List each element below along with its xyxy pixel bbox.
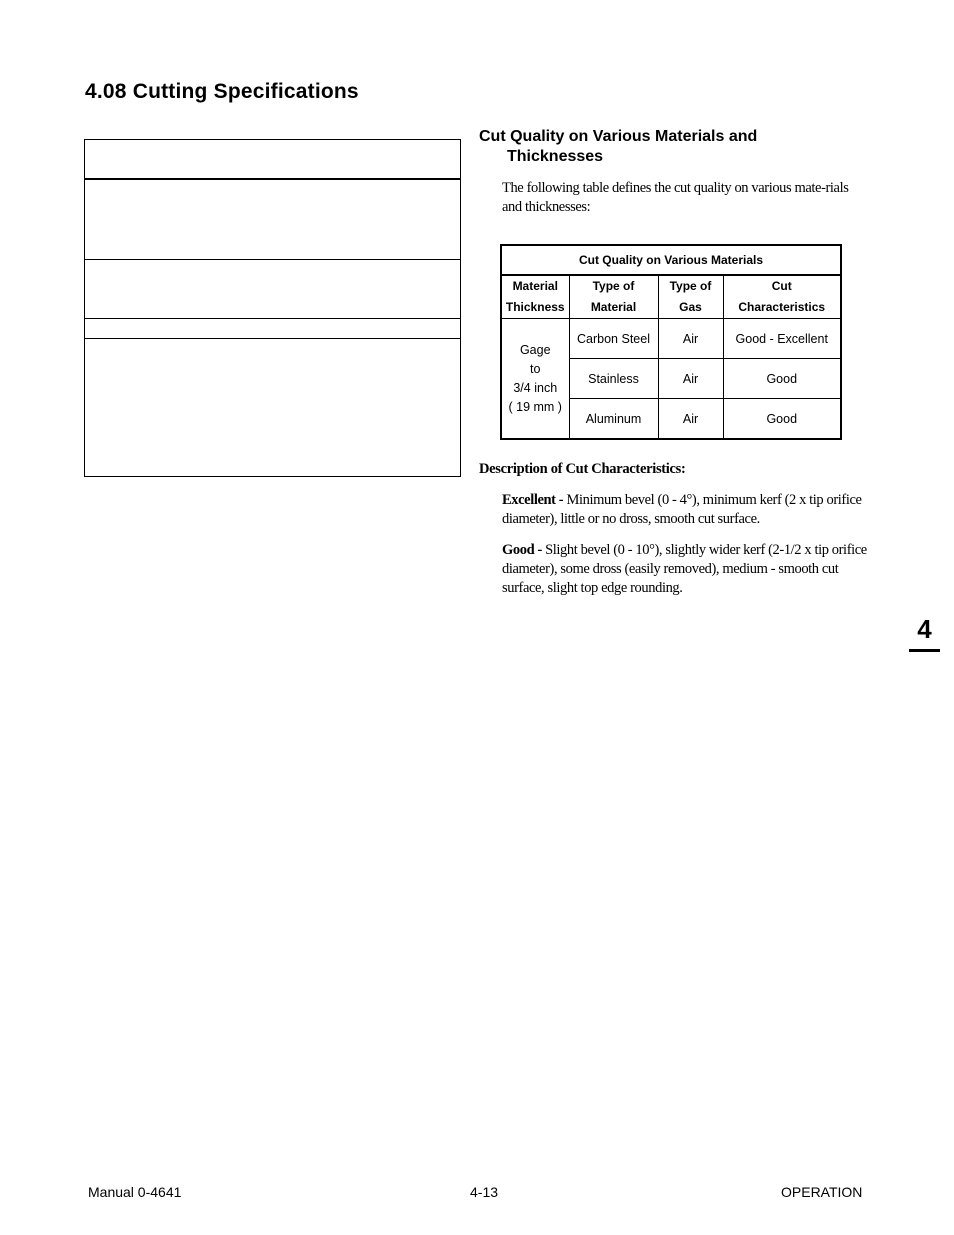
header-type-of-gas: Type of Gas (658, 275, 723, 319)
cell-characteristics: Good (723, 399, 841, 440)
good-description (502, 541, 868, 598)
box-divider (85, 338, 460, 339)
good-text: Slight bevel (0 - 10°), slightly wider kerf (2-1/2 x tip orifice diameter), some dross (easily removed), medium - smooth cut surface, slight top edge rounding. (502, 542, 867, 596)
table-caption: Cut Quality on Various Materials (501, 245, 841, 275)
footer-manual-number: Manual 0-4641 (88, 1184, 182, 1200)
subsection-title-line1: Cut Quality on Various Materials and (479, 128, 758, 145)
footer-page-number: 4-13 (470, 1184, 499, 1200)
table-row (501, 319, 841, 359)
cell-gas: Air (658, 359, 723, 399)
cell-characteristics: Good (723, 359, 841, 399)
excellent-term: Excellent - (502, 492, 564, 508)
cut-quality-table (500, 244, 842, 440)
section-title: 4.08 Cutting Specifications (85, 80, 359, 103)
header-cut-characteristics: Cut Characteristics (723, 275, 841, 319)
box-divider (85, 318, 460, 319)
box-divider (85, 178, 460, 180)
cell-gas: Air (658, 399, 723, 440)
description-title: Description of Cut Characteristics: (479, 461, 686, 477)
header-type-of-material: Type of Material (569, 275, 658, 319)
cell-characteristics: Good - Excellent (723, 319, 841, 359)
excellent-description (502, 491, 868, 529)
header-material-thickness: Material Thickness (501, 275, 569, 319)
subsection-title (479, 127, 757, 167)
intro-paragraph: The following table defines the cut quality on various mate-rials and thicknesses: (502, 180, 849, 215)
cell-material: Stainless (569, 359, 658, 399)
cell-thickness: Gage to 3/4 inch ( 19 mm ) (501, 319, 569, 440)
excellent-text: Minimum bevel (0 - 4°), minimum kerf (2 x tip orifice diameter), little or no dross, smooth cut surface. (502, 492, 862, 527)
cell-material: Carbon Steel (569, 319, 658, 359)
cell-gas: Air (658, 319, 723, 359)
box-divider (85, 259, 460, 260)
good-term: Good - (502, 542, 542, 558)
subsection-title-line2: Thicknesses (507, 148, 604, 165)
chapter-tab: 4 (909, 614, 940, 652)
cell-material: Aluminum (569, 399, 658, 440)
footer-section-name: OPERATION (781, 1184, 863, 1200)
blank-specification-box (84, 139, 461, 477)
